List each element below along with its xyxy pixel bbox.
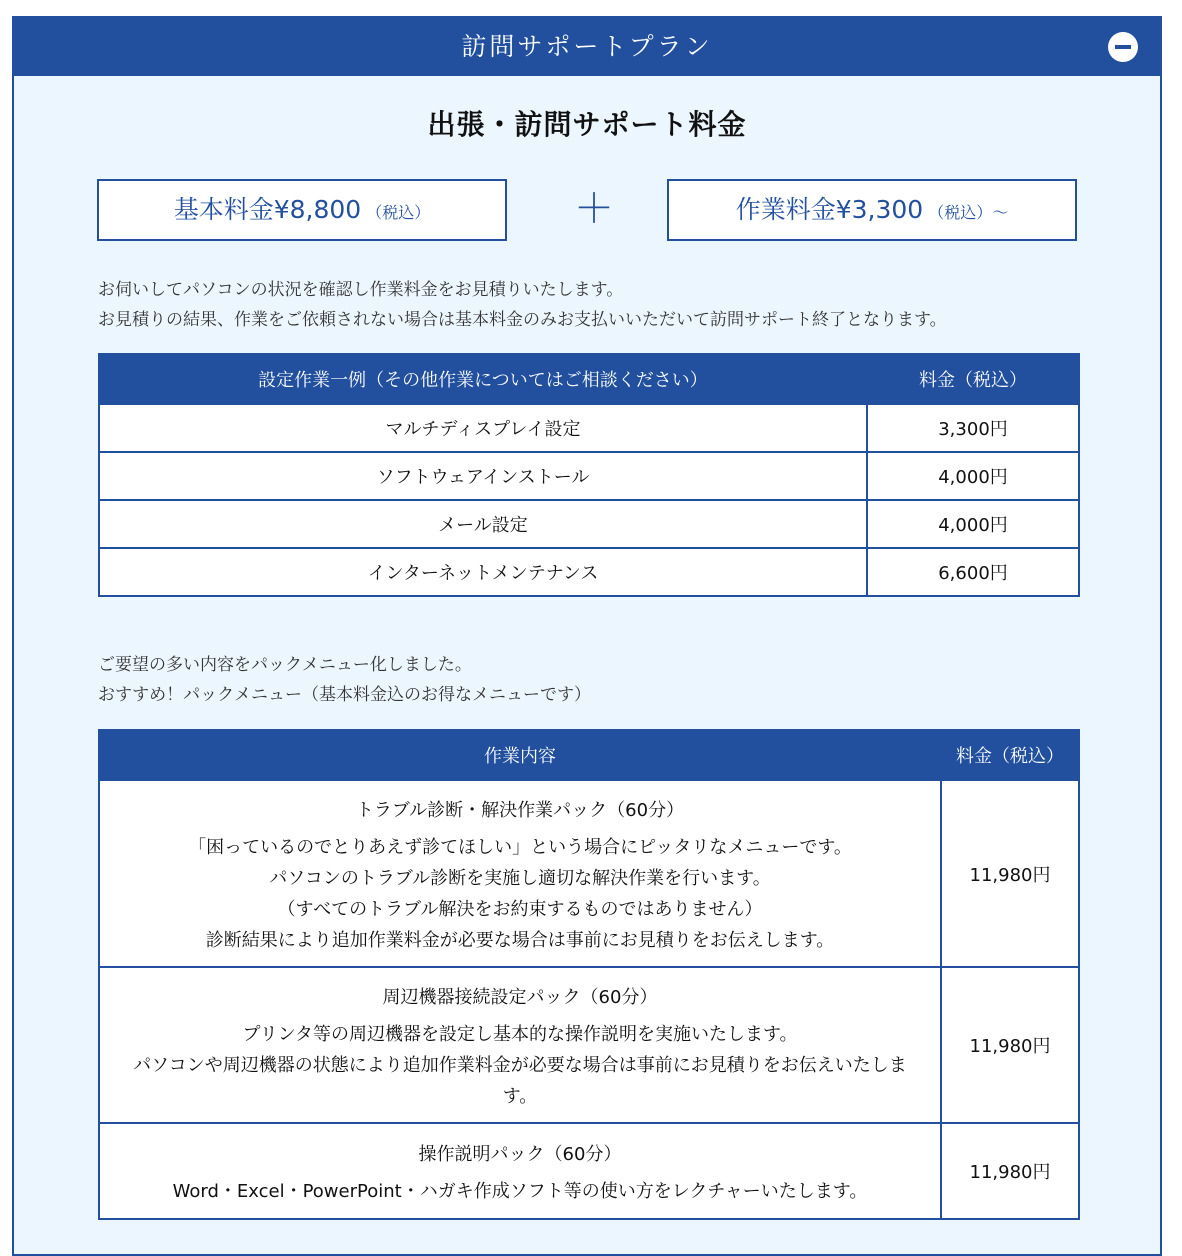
- table-row: [99, 780, 1079, 967]
- pack-desc-line: （すべてのトラブル解決をお約束するものではありません）: [277, 898, 763, 920]
- pack-content: [99, 1123, 941, 1219]
- work-name: インターネットメンテナンス: [99, 548, 867, 596]
- table-row: [99, 404, 1079, 452]
- table-row: [99, 548, 1079, 596]
- pack-table-header-content: 作業内容: [99, 730, 941, 780]
- visit-support-panel: [12, 16, 1162, 1256]
- pack-name: トラブル診断・解決作業パック（60分）: [355, 799, 685, 821]
- pack-description: [101, 1019, 939, 1112]
- work-fee-label: 作業料金¥3,300: [735, 195, 924, 224]
- plus-sign: ＋: [574, 186, 614, 232]
- work-price: 4,000円: [867, 500, 1079, 548]
- pack-desc-line: パソコンのトラブル診断を実施し適切な解決作業を行います。: [269, 867, 771, 889]
- basic-fee-box: [97, 179, 507, 241]
- work-price: 3,300円: [867, 404, 1079, 452]
- pack-desc-line: Word・Excel・PowerPoint・ハガキ作成ソフト等の使い方をレクチャーいたします。: [172, 1180, 868, 1202]
- table-row: [99, 1123, 1079, 1219]
- work-fee-note: （税込）～: [928, 203, 1009, 222]
- work-price: 4,000円: [867, 452, 1079, 500]
- work-price: 6,600円: [867, 548, 1079, 596]
- section-title: 出張・訪問サポート料金: [427, 108, 747, 141]
- pack-desc-line: 「困っているのでとりあえず診てほしい」という場合にピッタリなメニューです。: [188, 836, 852, 858]
- work-name: メール設定: [99, 500, 867, 548]
- panel-title: 訪問サポートプラン: [461, 32, 713, 61]
- pack-intro-line: おすすめ！パックメニュー（基本料金込のお得なメニューです）: [98, 685, 591, 705]
- basic-fee-label: 基本料金¥8,800: [173, 195, 362, 224]
- pack-name: 操作説明パック（60分）: [418, 1143, 622, 1165]
- pack-desc-line: す。: [502, 1085, 538, 1107]
- pack-desc-line: プリンタ等の周辺機器を設定し基本的な操作説明を実施いたします。: [242, 1023, 798, 1045]
- pack-desc-line: 診断結果により追加作業料金が必要な場合は事前にお見積りをお伝えします。: [205, 929, 835, 951]
- table-row: [99, 967, 1079, 1123]
- intro-text: [98, 275, 947, 335]
- pack-intro-line: ご要望の多い内容をパックメニュー化しました。: [98, 655, 472, 675]
- pack-table-header-price: 料金（税込）: [941, 730, 1079, 780]
- intro-line: お見積りの結果、作業をご依頼されない場合は基本料金のみお支払いいただいて訪問サポート終了となります。: [98, 310, 947, 330]
- pack-menu-table: [98, 729, 1080, 1220]
- pack-desc-line: パソコンや周辺機器の状態により追加作業料金が必要な場合は事前にお見積りをお伝えいたしま: [133, 1054, 907, 1076]
- pack-price: 11,980円: [941, 967, 1079, 1123]
- table-row: [99, 500, 1079, 548]
- minus-circle-icon[interactable]: [1108, 32, 1138, 62]
- pack-content: [99, 780, 941, 967]
- pack-description: [101, 832, 939, 956]
- panel-header[interactable]: [14, 18, 1160, 76]
- work-examples-table: [98, 353, 1080, 597]
- work-table-header-name: 設定作業一例（その他作業についてはご相談ください）: [99, 354, 867, 404]
- pack-intro-text: [98, 650, 591, 710]
- pack-description: [101, 1176, 939, 1207]
- basic-fee-note: （税込）: [366, 203, 431, 222]
- work-name: マルチディスプレイ設定: [99, 404, 867, 452]
- work-fee-box: [667, 179, 1077, 241]
- pack-price: 11,980円: [941, 1123, 1079, 1219]
- work-table-header-price: 料金（税込）: [867, 354, 1079, 404]
- pack-price: 11,980円: [941, 780, 1079, 967]
- pack-content: [99, 967, 941, 1123]
- pack-name: 周辺機器接続設定パック（60分）: [382, 986, 658, 1008]
- work-name: ソフトウェアインストール: [99, 452, 867, 500]
- table-row: [99, 452, 1079, 500]
- intro-line: お伺いしてパソコンの状況を確認し作業料金をお見積りいたします。: [98, 280, 624, 300]
